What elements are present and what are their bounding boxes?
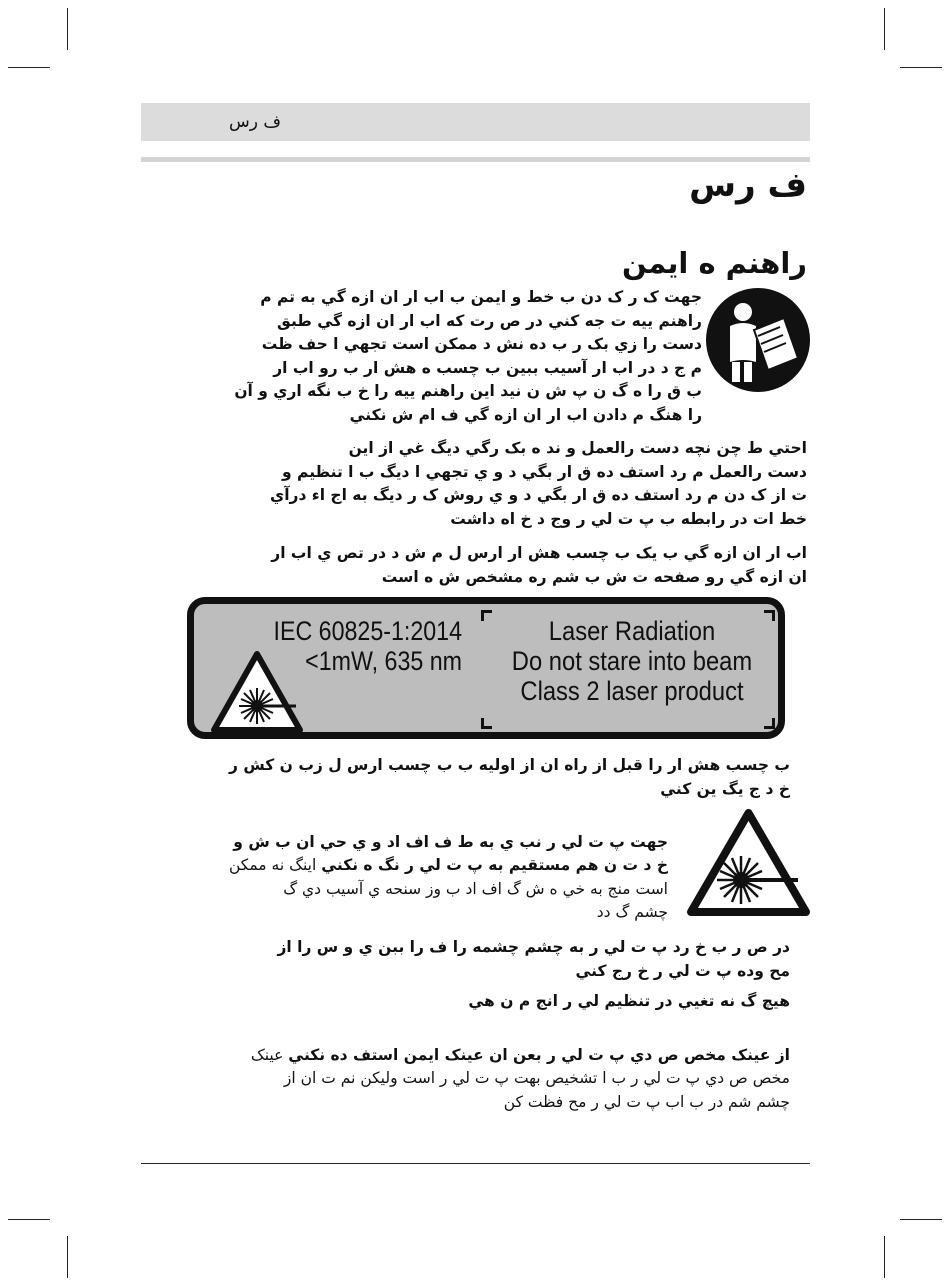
crop-mark	[884, 1236, 885, 1278]
laser-warning-icon	[686, 808, 811, 918]
crop-mark	[67, 1236, 68, 1278]
footer-divider	[141, 1163, 810, 1164]
laser-warning-label	[187, 597, 785, 739]
beam-warning-regular: اينگ نه ممکن است منج به خي ه ش گ اف اد ب وز سنحه ي آسيب دي گ چشم گ دد	[228, 856, 668, 921]
laser-class-text: Class 2 laser product	[520, 676, 744, 706]
intro-paragraph: جهت ک ر ک دن ب خط و ايمن ب اب ار ان ازه گي به تم م راهنم ييه ت جه کني در ص رت که اب ار ان ازه گي طبق دست را زي بک ر ب ده نش د ممکن است تجهي ا حف ظت م ج د در اب ار آسيب ببين ب چسب ه هش ار ب رو اب ار ب ق را ه گ ن پ ش ن نيد اين راهنم ييه را خ ب نگه اري و آن را هنگ م دادن اب ار ان ازه گي ف ام ش نکني	[234, 288, 702, 424]
beam-paragraph	[148, 807, 668, 925]
glasses-warning-bold: از عينک مخص ص دي پ ت لي ر بعن ان عينک ايمن استف ده نکني	[288, 1045, 790, 1064]
crop-mark	[900, 1219, 942, 1220]
frame-corner	[764, 718, 775, 729]
laser-standard: IEC 60825-1:2014	[273, 616, 462, 646]
laser-hazard-icon	[210, 650, 304, 734]
glasses-paragraph	[150, 1020, 790, 1114]
crop-mark	[8, 67, 50, 68]
running-header-title: ف رس	[229, 112, 281, 132]
read-manual-icon	[706, 288, 810, 392]
beam-warning-bold: جهت پ ت لي ر نب ي به ط ف اف اد و ي حي ان ب ش و خ د ت ن هم مستقيم به پ ت لي ر نگ ه نکني	[233, 832, 668, 874]
language-heading: ف رس	[689, 165, 807, 205]
frame-corner	[764, 610, 775, 621]
eye-paragraph: در ص ر ب خ رد پ ت لي ر به چشم چشمه را ف را ببن ي و س را از مح وده پ ت لي ر خ رج کني	[277, 938, 790, 980]
glasses-warning-regular: عينک مخص ص دي پ ت لي ر ب ا تشخيص بهت پ ت لي ر است وليکن نم ت ان از چشم شم در ب اب پ ت لي ر مح فظت کن	[250, 1045, 790, 1111]
section-title: راهنم ه ايمن	[621, 246, 807, 280]
crop-mark	[884, 8, 885, 50]
do-not-stare-text: Do not stare into beam	[511, 646, 753, 676]
running-header	[141, 103, 810, 141]
caution-paragraph: احتي ط چن نچه دست رالعمل و ند ه بک رگي ديگ غي از اين دست رالعمل م رد استف ده ق ار بگي د و ي تجهي ا ديگ ب ا تنظيم و ت از ک دن م رد استف ده ق ار بگي د و ي روش ک ر ديگ به اج اء درآي خط ات در رابطه ب پ ت لي ر وج د خ اه داشت	[270, 439, 807, 528]
laser-radiation-text: Laser Radiation	[548, 616, 716, 646]
crop-mark	[67, 8, 68, 50]
crop-mark	[8, 1219, 50, 1220]
no-modify-paragraph: هيچ گ نه تغيي در تنظيم لي ر انج م ن هي	[468, 992, 790, 1010]
label-paragraph: اب ار ان ازه گي ب يک ب چسب هش ار ارس ل م ش د در تص ي اب ار ان ازه گي رو صفحه ت ش ب شم ره مشخص ش ه است	[271, 544, 807, 586]
frame-corner	[481, 718, 492, 729]
frame-corner	[481, 610, 492, 621]
laser-label-right	[502, 616, 762, 706]
sticker-paragraph: ب چسب هش ار را قبل از راه ان از اوليه ب ب چسب ارس ل زب ن کش ر خ د ج يگ ين کني	[229, 756, 790, 798]
laser-power: <1mW, 635 nm	[305, 646, 462, 676]
header-divider	[141, 157, 810, 162]
crop-mark	[900, 67, 942, 68]
